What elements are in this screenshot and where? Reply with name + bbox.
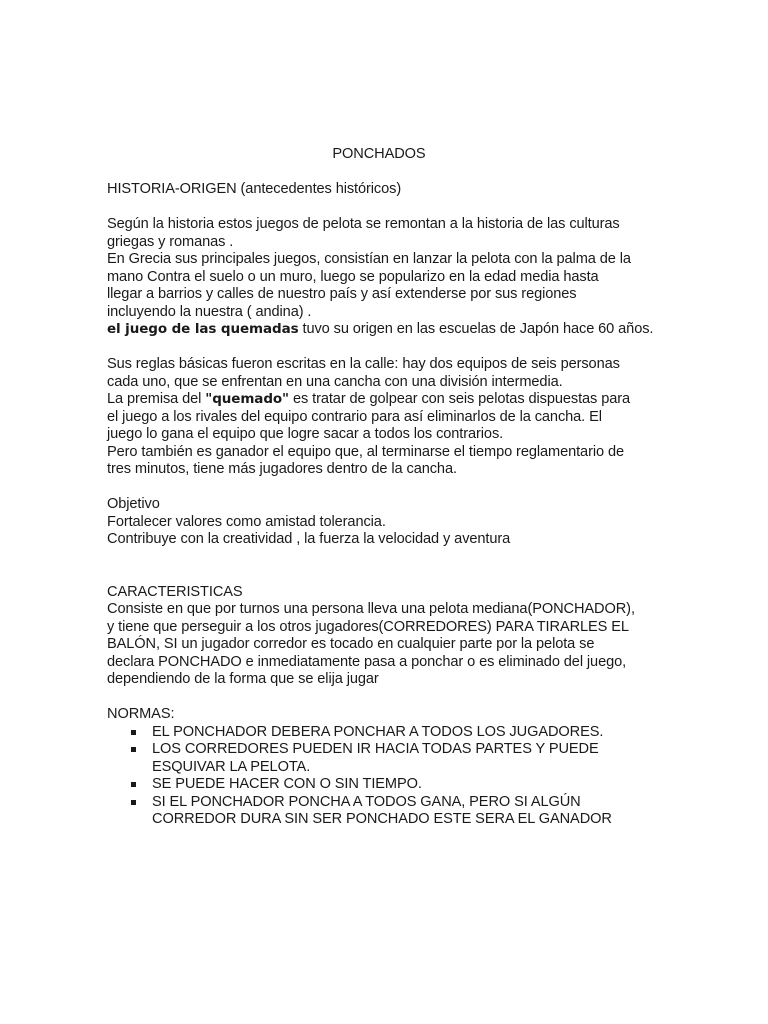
text-line: EL PONCHADOR DEBERA PONCHAR A TODOS LOS JUGADORES. (152, 723, 604, 740)
text-line: y tiene que perseguir a los otros jugadores(CORREDORES) PARA TIRARLES EL (107, 618, 629, 635)
norms-heading: NORMAS: (107, 706, 175, 722)
rules-paragraph (107, 356, 667, 479)
text-line: dependiendo de la forma que se elija jugar (107, 671, 379, 687)
text-line: CORREDOR DURA SIN SER PONCHADO ESTE SERA EL GANADOR (152, 811, 612, 827)
text-line: el juego a los rivales del equipo contrario para así eliminarlos de la cancha. El (107, 408, 602, 425)
text-line: incluyendo la nuestra ( andina) . (107, 303, 312, 320)
text-line: Contribuye con la creatividad , la fuerza la velocidad y aventura (107, 531, 511, 547)
text-line: griegas y romanas . (107, 233, 234, 250)
square-bullet-icon (131, 800, 136, 805)
bold-phrase: "quemado" (205, 391, 289, 407)
list-item (152, 794, 667, 829)
text-span: tuvo su origen en las escuelas de Japón hace 60 años. (298, 321, 654, 337)
text-line: BALÓN, SI un jugador corredor es tocado en cualquier parte por la pelota se (107, 636, 595, 652)
document-title: PONCHADOS (332, 146, 426, 162)
bold-phrase: el juego de las quemadas (107, 321, 299, 337)
text-line: Fortalecer valores como amistad tolerancia. (107, 513, 386, 530)
history-paragraph (107, 216, 667, 339)
text-span: es tratar de golpear con seis pelotas dispuestas para (289, 391, 631, 407)
objective-heading: Objetivo (107, 496, 160, 512)
list-item (152, 776, 667, 794)
history-heading: HISTORIA-ORIGEN (antecedentes históricos) (107, 181, 402, 197)
text-line: declara PONCHADO e inmediatamente pasa a ponchar o es eliminado del juego, (107, 653, 627, 670)
objective-section (107, 496, 667, 549)
text-line: juego lo gana el equipo que logre sacar a todos los contrarios. (107, 426, 504, 442)
text-line (107, 321, 667, 339)
norms-section (107, 706, 667, 829)
text-line: Pero también es ganador el equipo que, al terminarse el tiempo reglamentario de (107, 443, 624, 460)
text-line: tres minutos, tiene más jugadores dentro de la cancha. (107, 461, 457, 477)
text-line (107, 391, 667, 409)
square-bullet-icon (131, 730, 136, 735)
text-line: llegar a barrios y calles de nuestro país y así extenderse por sus regiones (107, 286, 577, 302)
text-line: SE PUEDE HACER CON O SIN TIEMPO. (152, 776, 422, 792)
characteristics-heading: CARACTERISTICAS (107, 583, 243, 600)
text-line: En Grecia sus principales juegos, consistían en lanzar la pelota con la palma de la (107, 251, 631, 267)
text-line: Sus reglas básicas fueron escritas en la calle: hay dos equipos de seis personas (107, 356, 620, 372)
text-line: Consiste en que por turnos una persona lleva una pelota mediana(PONCHADOR), (107, 601, 635, 617)
characteristics-section (107, 584, 667, 689)
text-span: La premisa del (107, 391, 206, 407)
text-line: ESQUIVAR LA PELOTA. (152, 758, 311, 775)
text-line: LOS CORREDORES PUEDEN IR HACIA TODAS PARTES Y PUEDE (152, 741, 599, 757)
document-body (107, 146, 667, 829)
list-item (152, 724, 667, 742)
text-line: Según la historia estos juegos de pelota se remontan a la historia de las culturas (107, 216, 620, 232)
square-bullet-icon (131, 747, 136, 752)
text-line: SI EL PONCHADOR PONCHA A TODOS GANA, PERO SI ALGÚN (152, 793, 581, 810)
text-line: cada uno, que se enfrentan en una cancha con una división intermedia. (107, 373, 563, 390)
list-item (152, 741, 667, 776)
text-line: mano Contra el suelo o un muro, luego se popularizo en la edad media hasta (107, 268, 599, 285)
square-bullet-icon (131, 782, 136, 787)
norms-list (107, 724, 667, 829)
